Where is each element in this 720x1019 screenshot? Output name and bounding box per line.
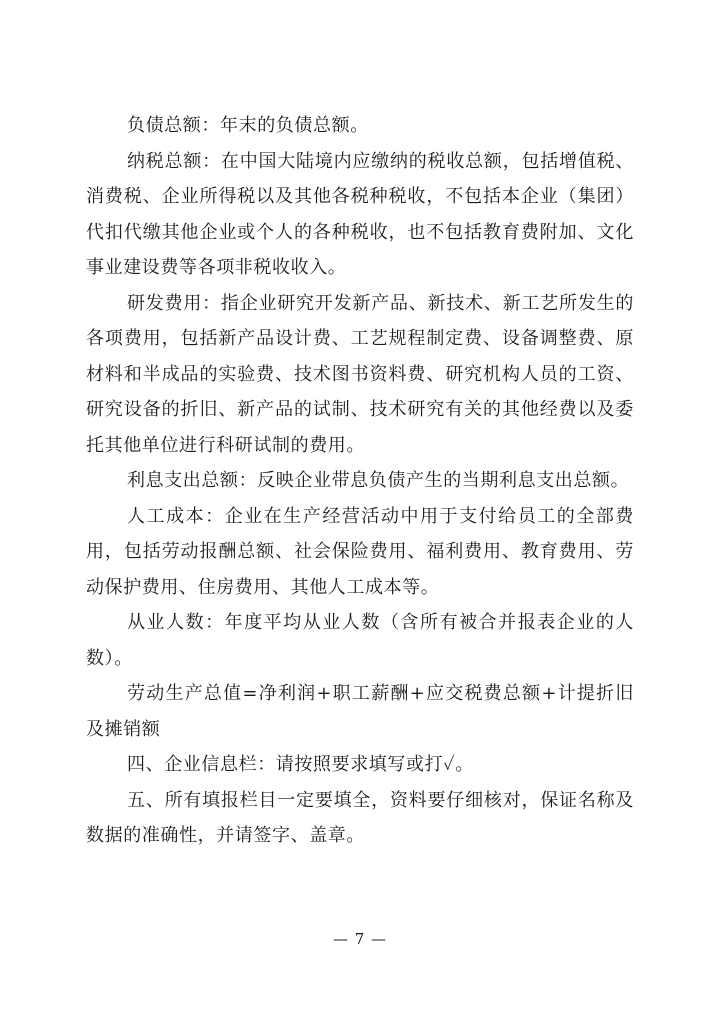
document-body <box>86 108 634 854</box>
paragraph-labor-cost: 人工成本：企业在生产经营活动中用于支付给员工的全部费用，包括劳动报酬总额、社会保险费用、福利费用、教育费用、劳动保护费用、住房费用、其他人工成本等。 <box>86 505 634 598</box>
paragraph-labor-productivity: 劳动生产总值=净利润+职工薪酬+应交税费总额+计提折旧及摊销额 <box>86 683 634 740</box>
paragraph-liabilities: 负债总额：年末的负债总额。 <box>127 115 369 136</box>
paragraph-employees: 从业人数：年度平均从业人数（含所有被合并报表企业的人数）。 <box>86 612 634 669</box>
paragraph-rd-expense: 研发费用：指企业研究开发新产品、新技术、新工艺所发生的各项费用，包括新产品设计费、工艺规程制定费、设备调整费、原材料和半成品的实验费、技术图书资料费、研究机构人员的工资、研究设备的折旧、新产品的试制、技术研究有关的其他经费以及委托其他单位进行科研试制的费用。 <box>86 292 634 456</box>
paragraph-company-info: 四、企业信息栏：请按照要求填写或打✓。 <box>127 754 475 775</box>
page-number: — 7 — <box>332 930 388 948</box>
paragraph-fill-requirements: 五、所有填报栏目一定要填全，资料要仔细核对，保证名称及数据的准确性，并请签字、盖章。 <box>86 789 634 846</box>
paragraph-interest-expense: 利息支出总额：反映企业带息负债产生的当期利息支出总额。 <box>127 470 630 491</box>
paragraph-tax-total: 纳税总额：在中国大陆境内应缴纳的税收总额，包括增值税、消费税、企业所得税以及其他各税种税收，不包括本企业（集团）代扣代缴其他企业或个人的各种税收，也不包括教育费附加、文化事业建设费等各项非税收收入。 <box>86 150 634 278</box>
